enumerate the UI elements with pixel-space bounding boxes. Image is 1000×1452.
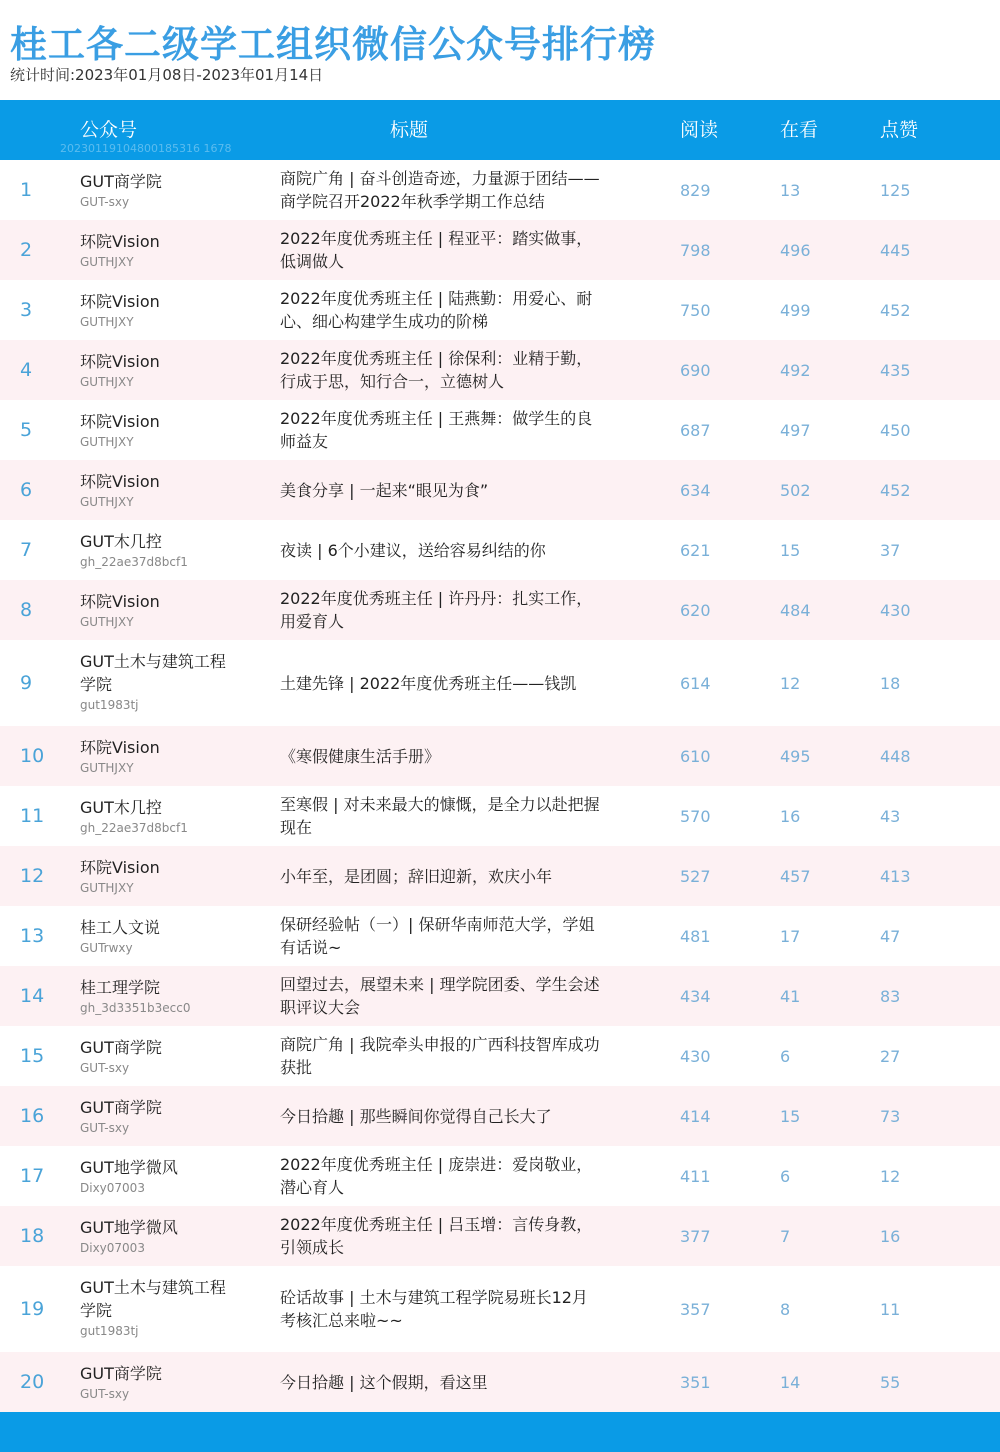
account-cell [80, 290, 230, 331]
account-id: gh_22ae37d8bcf1 [80, 821, 188, 835]
read-count: 377 [680, 1226, 711, 1246]
likes-count: 18 [880, 673, 901, 693]
rank-number: 20 [20, 1371, 45, 1393]
account-id: GUTHJXY [80, 615, 134, 629]
likes-count: 452 [880, 300, 911, 320]
likes-count: 16 [880, 1226, 901, 1246]
article-title: 今日拾趣 | 那些瞬间你觉得自己长大了 [280, 1106, 552, 1126]
account-id: GUT-sxy [80, 1121, 130, 1135]
likes-count: 37 [880, 540, 901, 560]
watching-count: 6 [780, 1046, 791, 1066]
article-title: 保研经验帖（一）| 保研华南师范大学，学姐有话说~ [280, 915, 595, 957]
rank-number: 17 [20, 1165, 45, 1187]
account-name: 环院Vision [80, 592, 160, 611]
read-count: 481 [680, 926, 711, 946]
account-name: GUT地学微风 [80, 1218, 178, 1237]
table-row [0, 280, 1000, 340]
account-cell [80, 1216, 230, 1257]
watching-count: 7 [780, 1226, 791, 1246]
rank-number: 4 [20, 359, 33, 381]
watching-count: 16 [780, 806, 801, 826]
read-count: 829 [680, 180, 711, 200]
watching-count: 492 [780, 360, 811, 380]
header-likes: 点赞 [880, 119, 919, 141]
watching-count: 14 [780, 1372, 801, 1392]
rank-number: 16 [20, 1105, 45, 1127]
watching-count: 484 [780, 600, 811, 620]
likes-count: 452 [880, 480, 911, 500]
table-row [0, 400, 1000, 460]
statistics-period: 统计时间:2023年01月08日-2023年01月14日 [10, 66, 324, 84]
read-count: 750 [680, 300, 711, 320]
read-count: 687 [680, 420, 711, 440]
account-cell [80, 796, 230, 837]
read-count: 621 [680, 540, 711, 560]
account-cell [80, 736, 230, 777]
table-row [0, 640, 1000, 726]
read-count: 411 [680, 1166, 711, 1186]
rank-number: 10 [20, 745, 45, 767]
footer-bar [0, 1412, 1000, 1452]
account-name: 环院Vision [80, 472, 160, 491]
account-cell [80, 650, 230, 714]
table-row [0, 220, 1000, 280]
likes-count: 73 [880, 1106, 901, 1126]
likes-count: 448 [880, 746, 911, 766]
account-cell [80, 230, 230, 271]
account-id: GUTHJXY [80, 761, 134, 775]
article-title: 回望过去，展望未来 | 理学院团委、学生会述职评议大会 [280, 975, 600, 1017]
read-count: 434 [680, 986, 711, 1006]
header-title: 标题 [390, 119, 429, 141]
read-count: 690 [680, 360, 711, 380]
account-cell [80, 1362, 230, 1403]
account-cell [80, 856, 230, 897]
rank-number: 14 [20, 985, 45, 1007]
watching-count: 499 [780, 300, 811, 320]
account-name: 环院Vision [80, 412, 160, 431]
likes-count: 445 [880, 240, 911, 260]
read-count: 634 [680, 480, 711, 500]
article-title: 2022年度优秀班主任 | 吕玉增：言传身教，引领成长 [280, 1215, 593, 1257]
account-name: GUT商学院 [80, 1038, 162, 1057]
table-row [0, 1086, 1000, 1146]
article-title: 2022年度优秀班主任 | 王燕舞：做学生的良师益友 [280, 409, 593, 451]
account-id: Dixy07003 [80, 1181, 145, 1195]
rank-number: 11 [20, 805, 45, 827]
watching-count: 15 [780, 540, 801, 560]
read-count: 798 [680, 240, 711, 260]
article-title: 商院广角 | 我院牵头申报的广西科技智库成功获批 [280, 1035, 600, 1077]
account-name: 桂工理学院 [80, 978, 161, 997]
likes-count: 430 [880, 600, 911, 620]
table-row [0, 906, 1000, 966]
rank-number: 12 [20, 865, 45, 887]
read-count: 357 [680, 1299, 711, 1319]
account-name: GUT商学院 [80, 1098, 162, 1117]
rank-number: 1 [20, 179, 33, 201]
account-name: GUT商学院 [80, 172, 162, 191]
likes-count: 435 [880, 360, 911, 380]
account-id: gut1983tj [80, 698, 139, 712]
article-title: 2022年度优秀班主任 | 徐保利：业精于勤，行成于思，知行合一，立德树人 [280, 349, 593, 391]
account-cell [80, 976, 230, 1017]
table-row [0, 340, 1000, 400]
header-watching: 在看 [780, 119, 819, 141]
table-row [0, 160, 1000, 220]
article-title: 2022年度优秀班主任 | 陆燕勤：用爱心、耐心、细心构建学生成功的阶梯 [280, 289, 593, 331]
header-read: 阅读 [680, 119, 719, 141]
account-name: GUT土木与建筑工程学院 [80, 1278, 226, 1320]
rank-number: 19 [20, 1298, 45, 1320]
account-cell [80, 1156, 230, 1197]
article-title: 小年至，是团圆；辞旧迎新，欢庆小年 [280, 866, 553, 886]
account-id: GUTHJXY [80, 435, 134, 449]
rank-number: 7 [20, 539, 33, 561]
account-id: gut1983tj [80, 1324, 139, 1338]
table-row [0, 1266, 1000, 1352]
likes-count: 27 [880, 1046, 901, 1066]
rank-number: 5 [20, 419, 33, 441]
rank-number: 2 [20, 239, 33, 261]
table-row [0, 846, 1000, 906]
account-name: 环院Vision [80, 292, 160, 311]
account-id: GUTHJXY [80, 495, 134, 509]
table-row [0, 1206, 1000, 1266]
read-count: 351 [680, 1372, 711, 1392]
watching-count: 41 [780, 986, 801, 1006]
table-header [0, 100, 1000, 160]
account-cell [80, 1276, 230, 1340]
table-row [0, 1352, 1000, 1412]
account-name: GUT商学院 [80, 1364, 162, 1383]
read-count: 527 [680, 866, 711, 886]
account-cell [80, 410, 230, 451]
article-title: 《寒假健康生活手册》 [280, 746, 441, 766]
watching-count: 457 [780, 866, 811, 886]
likes-count: 47 [880, 926, 901, 946]
account-name: GUT土木与建筑工程学院 [80, 652, 226, 694]
account-id: gh_22ae37d8bcf1 [80, 555, 188, 569]
article-title: 2022年度优秀班主任 | 程亚平：踏实做事，低调做人 [280, 229, 593, 271]
table-row [0, 1146, 1000, 1206]
account-id: GUTHJXY [80, 255, 134, 269]
rank-number: 3 [20, 299, 33, 321]
table-row [0, 786, 1000, 846]
read-count: 614 [680, 673, 711, 693]
article-title: 2022年度优秀班主任 | 庞崇进：爱岗敬业，潜心育人 [280, 1155, 593, 1197]
account-name: 环院Vision [80, 738, 160, 757]
read-count: 620 [680, 600, 711, 620]
account-cell [80, 1036, 230, 1077]
account-cell [80, 530, 230, 571]
watching-count: 13 [780, 180, 801, 200]
account-cell [80, 350, 230, 391]
read-count: 610 [680, 746, 711, 766]
likes-count: 125 [880, 180, 911, 200]
likes-count: 413 [880, 866, 911, 886]
watching-count: 15 [780, 1106, 801, 1126]
watching-count: 495 [780, 746, 811, 766]
watching-count: 8 [780, 1299, 791, 1319]
account-id: GUTHJXY [80, 375, 134, 389]
rank-number: 15 [20, 1045, 45, 1067]
rank-number: 18 [20, 1225, 45, 1247]
table-row [0, 460, 1000, 520]
article-title: 砼话故事 | 土木与建筑工程学院易班长12月考核汇总来啦~~ [280, 1288, 588, 1330]
likes-count: 11 [880, 1299, 901, 1319]
account-id: GUT-sxy [80, 1061, 130, 1075]
account-id: GUT-sxy [80, 1387, 130, 1401]
account-cell [80, 1096, 230, 1137]
article-title: 夜读 | 6个小建议，送给容易纠结的你 [280, 540, 546, 560]
account-name: 环院Vision [80, 352, 160, 371]
batch-id: 20230119104800185316 1678 [60, 142, 232, 155]
likes-count: 83 [880, 986, 901, 1006]
rank-number: 9 [20, 672, 33, 694]
likes-count: 450 [880, 420, 911, 440]
article-title: 美食分享 | 一起来“眼见为食” [280, 480, 489, 500]
likes-count: 12 [880, 1166, 901, 1186]
read-count: 570 [680, 806, 711, 826]
page-title: 桂工各二级学工组织微信公众号排行榜 [10, 23, 656, 66]
account-id: GUTrwxy [80, 941, 133, 955]
account-name: 环院Vision [80, 232, 160, 251]
watching-count: 6 [780, 1166, 791, 1186]
account-id: Dixy07003 [80, 1241, 145, 1255]
watching-count: 17 [780, 926, 801, 946]
article-title: 2022年度优秀班主任 | 许丹丹：扎实工作，用爱育人 [280, 589, 593, 631]
article-title: 商院广角 | 奋斗创造奇迹，力量源于团结——商学院召开2022年秋季学期工作总结 [280, 169, 600, 211]
watching-count: 12 [780, 673, 801, 693]
account-cell [80, 916, 230, 957]
account-id: GUTHJXY [80, 315, 134, 329]
account-name: 桂工人文说 [80, 918, 161, 937]
watching-count: 497 [780, 420, 811, 440]
account-cell [80, 590, 230, 631]
account-name: 环院Vision [80, 858, 160, 877]
likes-count: 55 [880, 1372, 901, 1392]
rank-number: 13 [20, 925, 45, 947]
article-title: 至寒假 | 对未来最大的慷慨，是全力以赴把握现在 [280, 795, 600, 837]
account-id: gh_3d3351b3ecc0 [80, 1001, 191, 1015]
account-id: GUTHJXY [80, 881, 134, 895]
header-account: 公众号 [80, 119, 138, 141]
likes-count: 43 [880, 806, 901, 826]
ranking-table-body [0, 160, 1000, 1412]
read-count: 430 [680, 1046, 711, 1066]
read-count: 414 [680, 1106, 711, 1126]
watching-count: 502 [780, 480, 811, 500]
account-name: GUT木几控 [80, 798, 162, 817]
account-cell [80, 470, 230, 511]
table-row [0, 580, 1000, 640]
watching-count: 496 [780, 240, 811, 260]
table-row [0, 520, 1000, 580]
account-cell [80, 170, 230, 211]
article-title: 今日拾趣 | 这个假期，看这里 [280, 1372, 488, 1392]
table-row [0, 966, 1000, 1026]
rank-number: 6 [20, 479, 33, 501]
account-name: GUT地学微风 [80, 1158, 178, 1177]
account-name: GUT木几控 [80, 532, 162, 551]
article-title: 土建先锋 | 2022年度优秀班主任——钱凯 [280, 673, 577, 693]
rank-number: 8 [20, 599, 33, 621]
table-row [0, 1026, 1000, 1086]
account-id: GUT-sxy [80, 195, 130, 209]
table-row [0, 726, 1000, 786]
